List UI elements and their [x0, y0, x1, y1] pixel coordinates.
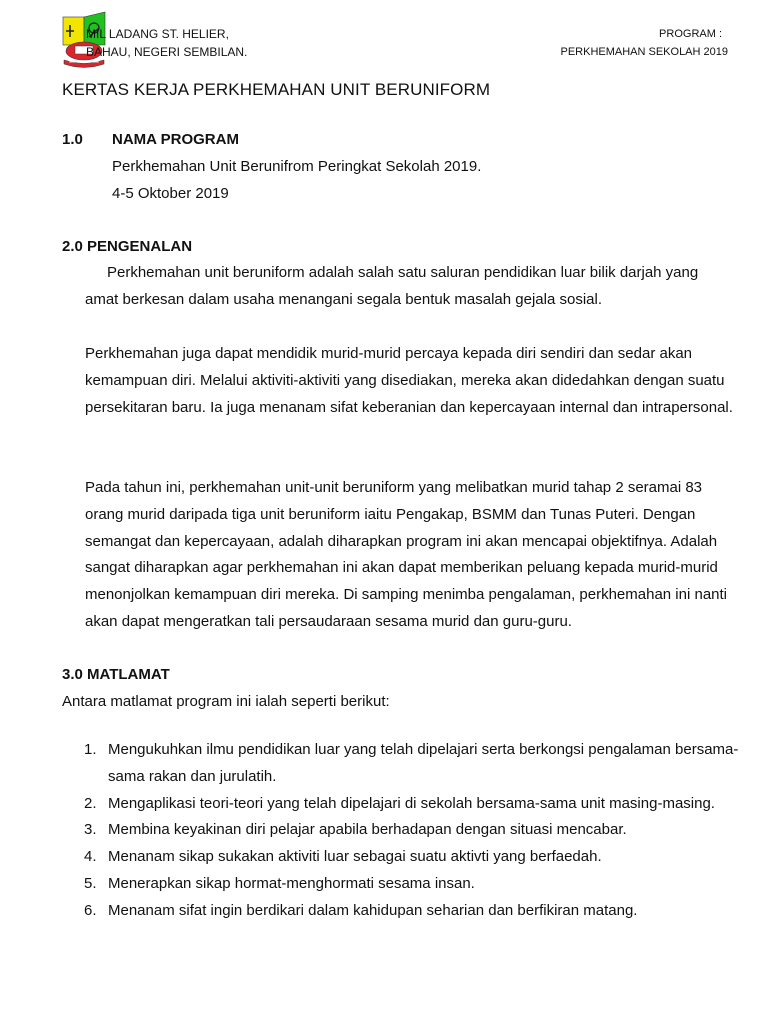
program-title-text: Perkhemahan Unit Berunifrom Peringkat Sekolah 2019.: [112, 158, 482, 175]
section-1-heading: [62, 131, 239, 148]
list-item: [62, 817, 742, 844]
list-item-number: 4.: [84, 848, 97, 866]
list-item: [62, 737, 742, 791]
list-item-number: 6.: [84, 901, 97, 919]
list-item: [62, 844, 742, 871]
school-name: MIL LADANG ST. HELIER,: [86, 27, 229, 41]
section-1-title: NAMA PROGRAM: [112, 131, 239, 148]
list-item-text: Mengukuhkan ilmu pendidikan luar yang telah dipelajari serta berkongsi pengalaman bersama-sama rakan dan jurulatih.: [108, 741, 739, 785]
document-title: KERTAS KERJA PERKHEMAHAN UNIT BERUNIFORM: [62, 80, 491, 99]
intro-paragraph-1: Perkhemahan unit beruniform adalah salah satu saluran pendidikan luar bilik darjah yang amat berkesan dalam usaha menangani segala bentuk masalah gejala sosial.: [85, 264, 699, 308]
school-address: [86, 25, 247, 61]
list-item-number: 1.: [84, 741, 97, 758]
list-item-text: Mengaplikasi teori-teori yang telah dipelajari di sekolah bersama-sama unit masing-masing.: [108, 794, 715, 812]
section-3-heading: 3.0 MATLAMAT: [62, 666, 170, 683]
intro-paragraph-2: Perkhemahan juga dapat mendidik murid-murid percaya kepada diri sendiri dan sedar akan kemampuan diri. Melalui aktiviti-aktiviti yang disediakan, mereka akan didedahkan dengan suatu persekitaran baru. Ia juga menanam sifat keberanian dan kepercayaan internal dan intrapersonal.: [85, 345, 733, 416]
list-item-text: Menanam sifat ingin berdikari dalam kahidupan seharian dan berfikiran matang.: [108, 901, 638, 919]
list-item-number: 5.: [84, 874, 97, 892]
list-item-text: Membina keyakinan diri pelajar apabila berhadapan dengan situasi mencabar.: [108, 821, 627, 839]
program-name: PERKHEMAHAN SEKOLAH 2019: [560, 46, 728, 58]
list-item-number: 3.: [84, 821, 97, 839]
goals-intro: Antara matlamat program ini ialah seperti berikut:: [62, 693, 390, 710]
intro-paragraph-3: Pada tahun ini, perkhemahan unit-unit beruniform yang melibatkan murid tahap 2 seramai 83 orang murid daripada tiga unit beruniform iaitu Pengakap, BSMM dan Tunas Puteri. Dengan semangat dan kepercayaan, adalah diharapkan program ini akan mencapai objektifnya. Adalah sangat diharapkan agar perkhemahan ini akan dapat memberikan peluang kepada murid-murid menonjolkan kemampuan diri mereka. Di samping menimba pengalaman, perkhemahan ini nanti akan dapat mengeratkan tali persaudaraan sesama murid dan guru-guru.: [85, 479, 728, 630]
list-item: [62, 791, 742, 818]
list-item: [62, 871, 742, 898]
program-info: [560, 25, 728, 61]
section-2-heading: 2.0 PENGENALAN: [62, 238, 193, 255]
list-item: [62, 898, 742, 925]
goals-list: [62, 737, 742, 925]
list-item-number: 2.: [84, 794, 97, 812]
program-label: PROGRAM :: [659, 28, 722, 40]
list-item-text: Menerapkan sikap hormat-menghormati sesama insan.: [108, 874, 475, 892]
list-item-text: Menanam sikap sukakan aktiviti luar sebagai suatu aktivti yang berfaedah.: [108, 848, 602, 866]
school-location: BAHAU, NEGERI SEMBILAN.: [86, 45, 248, 59]
section-1-number: 1.0: [62, 131, 83, 148]
program-date-text: 4-5 Oktober 2019: [112, 185, 229, 202]
